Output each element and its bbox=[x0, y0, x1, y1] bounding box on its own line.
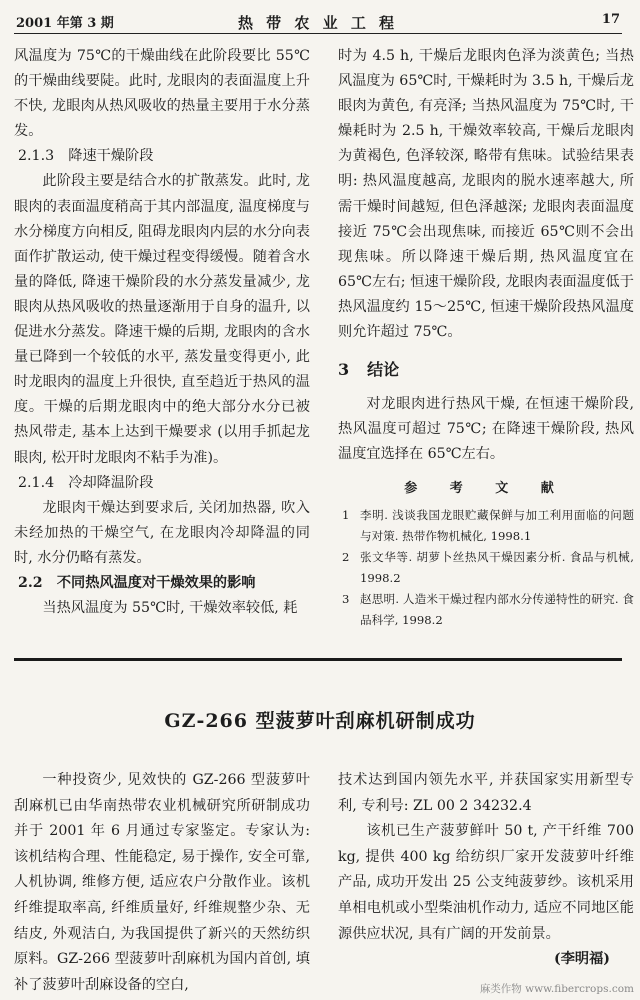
issue-label: 2001 年第 3 期 bbox=[16, 16, 114, 31]
reference-item bbox=[338, 547, 634, 589]
section-divider bbox=[14, 658, 622, 661]
paragraph: 一种投资少, 见效快的 GZ-266 型菠萝叶刮麻机已由华南热带农业机械研究所研制成功并于 2001 年 6 月通过专家鉴定。专家认为: 该机结构合理、性能稳定, 易于操作, 安全可靠, 人机协调, 维修方便, 适应农户分散作业。该机纤维提取率高, 纤维质量好, 纤维规整少杂、无结皮, 外观洁白, 为我国提供了新兴的天然纺织原料。GZ-266 型菠萝叶刮麻机为国内首创, 填补了菠萝叶刮麻设备的空白, bbox=[14, 772, 310, 993]
section-heading: 2.1.4 冷却降温阶段 bbox=[18, 474, 154, 491]
reference-number: 1 bbox=[342, 507, 350, 522]
left-column bbox=[14, 44, 310, 621]
reference-text: 张文华等. 胡萝卜丝热风干燥因素分析. 食品与机械, 1998.2 bbox=[360, 549, 634, 585]
reference-text: 赵思明. 人造米干燥过程内部水分传递特性的研究. 食品科学, 1998.2 bbox=[360, 591, 634, 627]
page-header bbox=[14, 8, 622, 34]
right-column bbox=[338, 44, 634, 631]
section-heading: 2.2 不同热风温度对干燥效果的影响 bbox=[18, 574, 256, 591]
paragraph: 当热风温度为 55℃时, 干燥效率较低, 耗 bbox=[42, 600, 298, 617]
news-title: GZ-266 型菠萝叶刮麻机研制成功 bbox=[164, 710, 476, 732]
paragraph: 技术达到国内领先水平, 并获国家实用新型专利, 专利号: ZL 00 2 34232.4 bbox=[338, 772, 634, 814]
reference-item bbox=[338, 589, 634, 631]
reference-item bbox=[338, 505, 634, 547]
paragraph: 龙眼肉干燥达到要求后, 关闭加热器, 吹入未经加热的干燥空气, 在龙眼肉冷却降温的同时, 水分仍略有蒸发。 bbox=[14, 499, 310, 566]
conclusion-title: 结论 bbox=[367, 360, 400, 380]
reference-text: 李明. 浅谈我国龙眼贮藏保鲜与加工利用面临的问题与对策. 热带作物机械化, 1998.1 bbox=[360, 507, 634, 543]
paragraph: 时为 4.5 h, 干燥后龙眼肉色泽为淡黄色; 当热风温度为 65℃时, 干燥耗时为 3.5 h, 干燥后龙眼肉为黄色, 有亮泽; 当热风温度为 75℃时, 干燥耗时为 2.5 h, 干燥效率较高, 干燥后龙眼肉为黄褐色, 色泽较深, 略带有焦味。试验结果表明: 热风温度越高, 龙眼肉的脱水速率越大, 所需干燥时间越短, 但色泽越深; 龙眼肉表面温度接近 75℃会出现焦味, 而接近 65℃则不会出现焦味。所以降速干燥后期, 热风温度宜在 65℃左右; 恒速干燥阶段, 龙眼肉表面温度低于热风温度约 15～25℃, 恒速干燥阶段热风温度则允许超过 75℃。 bbox=[338, 48, 634, 341]
watermark: 麻类作物 www.fibercrops.com bbox=[479, 983, 634, 995]
news-left-column bbox=[14, 768, 310, 998]
paragraph: 该机已生产菠萝鲜叶 50 t, 产干纤维 700 kg, 提供 400 kg 给纺织厂家开发菠萝叶纤维产品, 成功开发出 25 公支纯菠萝纱。该机采用单相电机或小型柴油机作动力, 适应不同地区能源供应状况, 具有广阔的开发前景。 bbox=[338, 823, 634, 942]
news-right-column bbox=[338, 768, 634, 973]
conclusion-number: 3 bbox=[338, 360, 350, 380]
conclusion-heading bbox=[338, 357, 634, 382]
paragraph: 风温度为 75℃的干燥曲线在此阶段要比 55℃的干燥曲线要陡。此时, 龙眼肉的表面温度上升不快, 龙眼肉从热风吸收的热量主要用于水分蒸发。 bbox=[14, 48, 310, 140]
reference-number: 2 bbox=[342, 549, 350, 564]
paragraph: 此阶段主要是结合水的扩散蒸发。此时, 龙眼肉的表面温度稍高于其内部温度, 温度梯度与水分梯度方向相反, 阻碍龙眼肉内层的水分向表面作扩散运动, 使干燥过程变得缓慢。随着含水量的降低, 降速干燥阶段的水分蒸发量减少, 龙眼肉从热风吸收的热量逐渐用于自身的温升, 以促进水分蒸发。降速干燥的后期, 龙眼肉的含水量已降到一个较低的水平, 蒸发量变得更小, 此时龙眼肉的温度上升很快, 直至趋近于热风的温度。干燥的后期龙眼肉中的绝大部分水分已被热风带走, 基本上达到干燥要求 (以用手抓起龙眼肉, 松开时龙眼肉不粘手为准)。 bbox=[14, 173, 310, 466]
references-heading: 参 考 文 献 bbox=[404, 480, 568, 496]
page-number: 17 bbox=[601, 12, 620, 27]
header-rule bbox=[14, 33, 622, 34]
author-signature: (李明福) bbox=[554, 951, 610, 968]
reference-number: 3 bbox=[342, 591, 350, 606]
journal-title: 热 带 农 业 工 程 bbox=[237, 14, 399, 32]
section-heading: 2.1.3 降速干燥阶段 bbox=[18, 148, 154, 165]
conclusion-text: 对龙眼肉进行热风干燥, 在恒速干燥阶段, 热风温度可超过 75℃; 在降速干燥阶段, 热风温度宜选择在 65℃左右。 bbox=[338, 396, 634, 463]
